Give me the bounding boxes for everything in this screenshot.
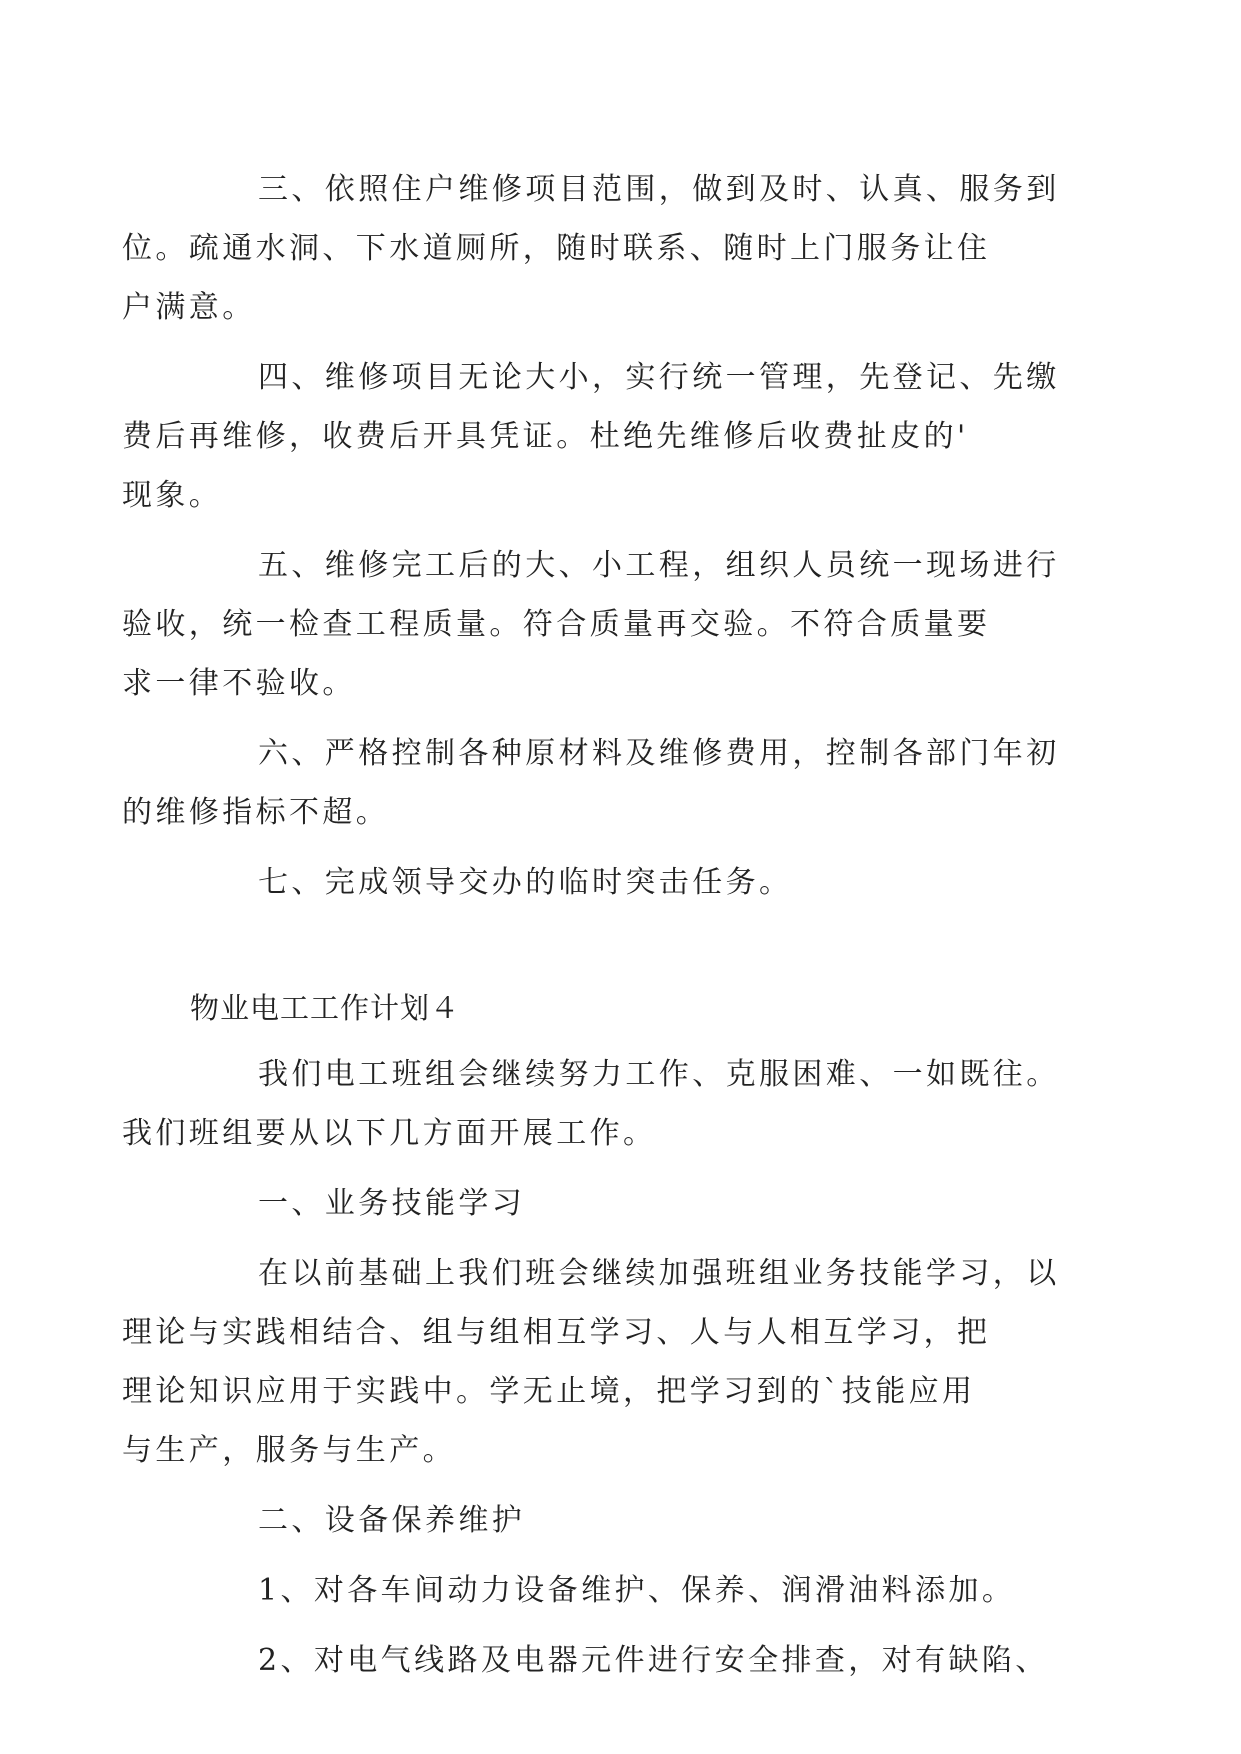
text-line: 三、依照住户维修项目范围，做到及时、认真、服务到 [258, 172, 1060, 207]
text-line: 户满意。 [122, 290, 256, 325]
text-line: 求一律不验收。 [122, 666, 356, 701]
subheading-skills: 一、业务技能学习 [258, 1186, 526, 1221]
text-line: 我们电工班组会继续努力工作、克服困难、一如既往。 [258, 1057, 1060, 1092]
paragraph-item-4 [122, 348, 1070, 525]
text-line: 四、维修项目无论大小，实行统一管理，先登记、先缴 [258, 360, 1060, 395]
document-body [122, 160, 1070, 1701]
text-line: 我们班组要从以下几方面开展工作。 [122, 1116, 657, 1151]
list-item: 2、对电气线路及电器元件进行安全排查，对有缺陷、 [258, 1643, 1049, 1678]
text-line: 与生产，服务与生产。 [122, 1433, 456, 1468]
text-line: 验收，统一检查工程质量。符合质量再交验。不符合质量要 [122, 607, 991, 642]
text-line: 现象。 [122, 478, 223, 513]
text-line: 位。疏通水洞、下水道厕所，随时联系、随时上门服务让住 [122, 231, 991, 266]
paragraph-item-7 [190, 853, 1070, 912]
text-line: 理论与实践相结合、组与组相互学习、人与人相互学习，把 [122, 1315, 991, 1350]
text-line: 六、严格控制各种原材料及维修费用，控制各部门年初 [258, 736, 1060, 771]
text-line: 理论知识应用于实践中。学无止境，把学习到的`技能应用 [122, 1374, 976, 1409]
paragraph-intro [122, 1045, 1070, 1163]
text-line: 七、完成领导交办的临时突击任务。 [258, 865, 793, 900]
paragraph-item-3 [122, 160, 1070, 337]
text-line: 在以前基础上我们班会继续加强班组业务技能学习，以 [258, 1256, 1060, 1291]
list-item: 1、对各车间动力设备维护、保养、润滑油料添加。 [258, 1573, 1016, 1608]
section-title: 物业电工工作计划４ [190, 991, 461, 1025]
subheading-maintenance: 二、设备保养维护 [258, 1503, 526, 1538]
paragraph-item-5 [122, 536, 1070, 713]
text-line: 费后再维修，收费后开具凭证。杜绝先维修后收费扯皮的' [122, 419, 969, 454]
text-line: 五、维修完工后的大、小工程，组织人员统一现场进行 [258, 548, 1060, 583]
paragraph-skills [122, 1244, 1070, 1480]
text-line: 的维修指标不超。 [122, 795, 390, 830]
paragraph-item-6 [122, 724, 1070, 842]
